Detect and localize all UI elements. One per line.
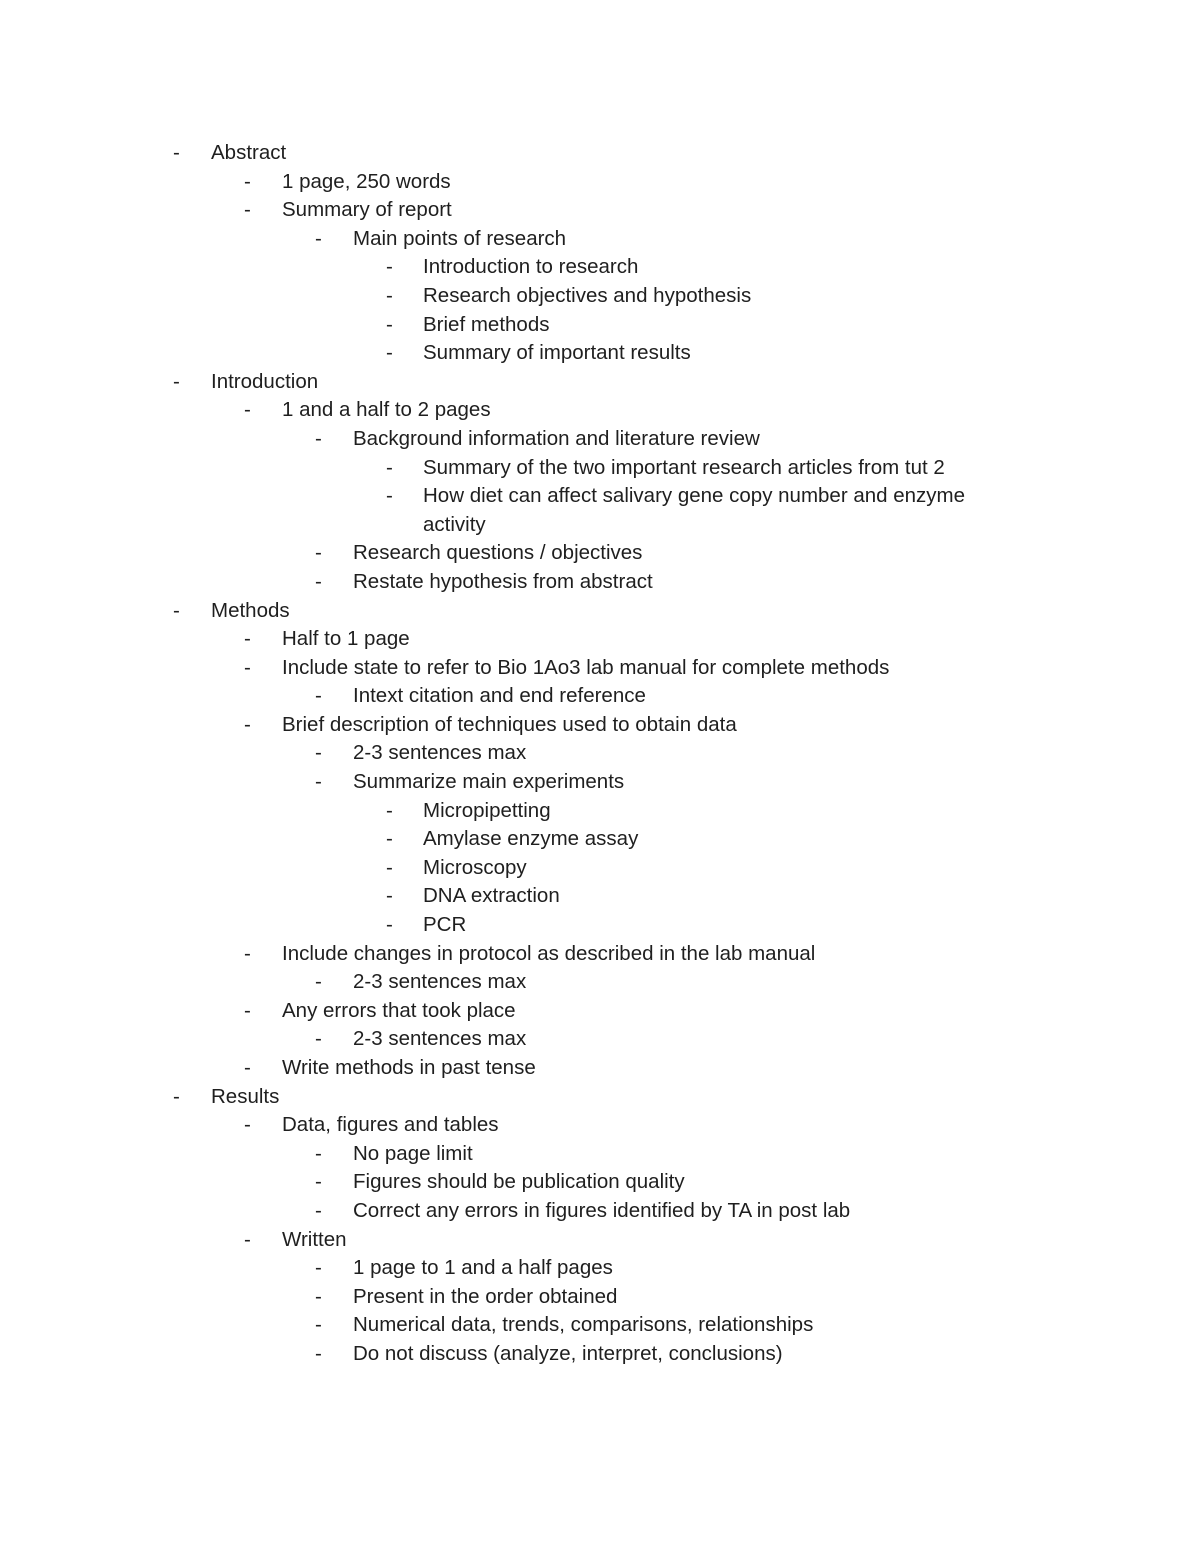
outline-item-level-1 [0,597,1200,626]
outline-item-text: How diet can affect salivary gene copy number and enzyme activity [423,484,966,536]
bullet-dash: - [315,541,322,565]
outline-item-text: Summary of important results [423,341,691,365]
bullet-dash: - [244,998,251,1022]
outline-item-level-3 [0,1283,1200,1312]
outline-item-level-3 [0,225,1200,254]
outline-item-level-2 [0,1111,1200,1140]
outline-item-level-4 [0,797,1200,826]
outline-item-level-4 [0,282,1200,311]
outline-item-text: Methods [211,598,290,622]
bullet-dash: - [315,1313,322,1337]
bullet-dash: - [386,484,393,508]
outline-item-text: Main points of research [353,226,567,250]
bullet-dash: - [244,169,251,193]
outline-item-level-4 [0,911,1200,940]
outline-item-level-4 [0,339,1200,368]
outline-item-level-2 [0,1226,1200,1255]
bullet-dash: - [315,770,322,794]
outline-item-level-2 [0,625,1200,654]
outline-item-level-3 [0,1340,1200,1369]
outline-item-level-2 [0,1054,1200,1083]
outline-item-text: Results [211,1084,280,1108]
outline-item-text: Research questions / objectives [353,541,643,565]
bullet-dash: - [386,798,393,822]
outline-item-text: 2-3 sentences max [353,970,527,994]
bullet-dash: - [386,855,393,879]
outline-item-level-3 [0,1254,1200,1283]
outline-item-level-4 [0,854,1200,883]
bullet-outline [0,139,1200,1369]
outline-item-text: 2-3 sentences max [353,1027,527,1051]
outline-item-text: Summarize main experiments [353,770,625,794]
outline-item-level-3 [0,768,1200,797]
bullet-dash: - [315,1027,322,1051]
outline-item-level-3 [0,682,1200,711]
outline-item-text: Summary of report [282,198,452,222]
outline-item-text: 1 and a half to 2 pages [282,398,491,422]
outline-item-text: Numerical data, trends, comparisons, relationships [353,1313,814,1337]
outline-item-level-3 [0,1140,1200,1169]
outline-item-level-1 [0,368,1200,397]
bullet-dash: - [244,1227,251,1251]
outline-item-text: Summary of the two important research articles from tut 2 [423,455,945,479]
bullet-dash: - [244,1056,251,1079]
outline-item-text: DNA extraction [423,884,560,908]
bullet-dash: - [173,141,180,164]
outline-item-text: Micropipetting [423,798,551,822]
outline-item-text: Any errors that took place [282,998,516,1022]
outline-item-text: Include state to refer to Bio 1Ao3 lab manual for complete methods [282,655,890,679]
bullet-dash: - [386,884,393,908]
outline-item-level-3 [0,739,1200,768]
outline-item-level-3 [0,539,1200,568]
bullet-dash: - [315,1341,322,1365]
bullet-dash: - [386,341,393,365]
outline-item-level-4 [0,482,1200,539]
outline-item-text: Data, figures and tables [282,1113,499,1137]
outline-item-level-2 [0,940,1200,969]
outline-item-level-3 [0,1025,1200,1054]
bullet-dash: - [315,1198,322,1222]
bullet-dash: - [315,970,322,994]
outline-item-level-1 [0,1083,1200,1112]
outline-item-text: Background information and literature review [353,426,760,450]
outline-item-text: PCR [423,913,467,937]
outline-item-level-4 [0,311,1200,340]
outline-item-level-3 [0,1311,1200,1340]
bullet-dash: - [386,255,393,279]
bullet-dash: - [244,712,251,736]
outline-item-level-4 [0,825,1200,854]
outline-item-level-2 [0,711,1200,740]
outline-item-level-3 [0,968,1200,997]
outline-item-text: Intext citation and end reference [353,684,646,708]
outline-item-level-4 [0,882,1200,911]
outline-item-level-2 [0,396,1200,425]
outline-item-text: Restate hypothesis from abstract [353,569,653,593]
bullet-dash: - [386,913,393,937]
outline-item-text: Write methods in past tense [282,1056,536,1079]
bullet-dash: - [315,426,322,450]
bullet-dash: - [173,598,180,622]
bullet-dash: - [173,369,180,393]
outline-item-level-4 [0,454,1200,483]
outline-item-text: Do not discuss (analyze, interpret, conclusions) [353,1341,783,1365]
outline-item-text: Brief methods [423,312,550,336]
bullet-dash: - [244,627,251,651]
outline-item-level-3 [0,568,1200,597]
outline-item-text: Abstract [211,141,287,164]
bullet-dash: - [386,283,393,307]
bullet-dash: - [315,1141,322,1165]
bullet-dash: - [244,198,251,222]
outline-item-text: Amylase enzyme assay [423,827,639,851]
outline-item-text: No page limit [353,1141,473,1165]
bullet-dash: - [315,741,322,765]
outline-item-text: 1 page to 1 and a half pages [353,1256,613,1280]
outline-item-level-3 [0,1197,1200,1226]
outline-item-text: 2-3 sentences max [353,741,527,765]
bullet-dash: - [386,312,393,336]
outline-item-level-2 [0,654,1200,683]
outline-item-level-1 [0,139,1200,168]
outline-item-text: Half to 1 page [282,627,410,651]
bullet-dash: - [315,226,322,250]
bullet-dash: - [315,684,322,708]
outline-item-text: Introduction to research [423,255,639,279]
outline-item-text: Written [282,1227,347,1251]
outline-item-text: Present in the order obtained [353,1284,618,1308]
outline-item-level-2 [0,196,1200,225]
bullet-dash: - [315,569,322,593]
outline-item-text: Correct any errors in figures identified by TA in post lab [353,1198,851,1222]
outline-item-text: Include changes in protocol as described in the lab manual [282,941,816,965]
bullet-dash: - [386,455,393,479]
outline-item-level-2 [0,997,1200,1026]
outline-item-text: Microscopy [423,855,527,879]
bullet-dash: - [173,1084,180,1108]
outline-item-level-3 [0,1168,1200,1197]
bullet-dash: - [315,1170,322,1194]
outline-item-text: Introduction [211,369,319,393]
bullet-dash: - [315,1256,322,1280]
outline-item-level-3 [0,425,1200,454]
bullet-dash: - [244,1113,251,1137]
bullet-dash: - [315,1284,322,1308]
outline-item-level-2 [0,168,1200,197]
outline-item-text: 1 page, 250 words [282,169,451,193]
outline-item-text: Brief description of techniques used to obtain data [282,712,737,736]
outline-item-text: Figures should be publication quality [353,1170,685,1194]
bullet-dash: - [244,398,251,422]
bullet-dash: - [386,827,393,851]
bullet-dash: - [244,655,251,679]
outline-item-text: Research objectives and hypothesis [423,283,752,307]
bullet-dash: - [244,941,251,965]
outline-item-level-4 [0,253,1200,282]
